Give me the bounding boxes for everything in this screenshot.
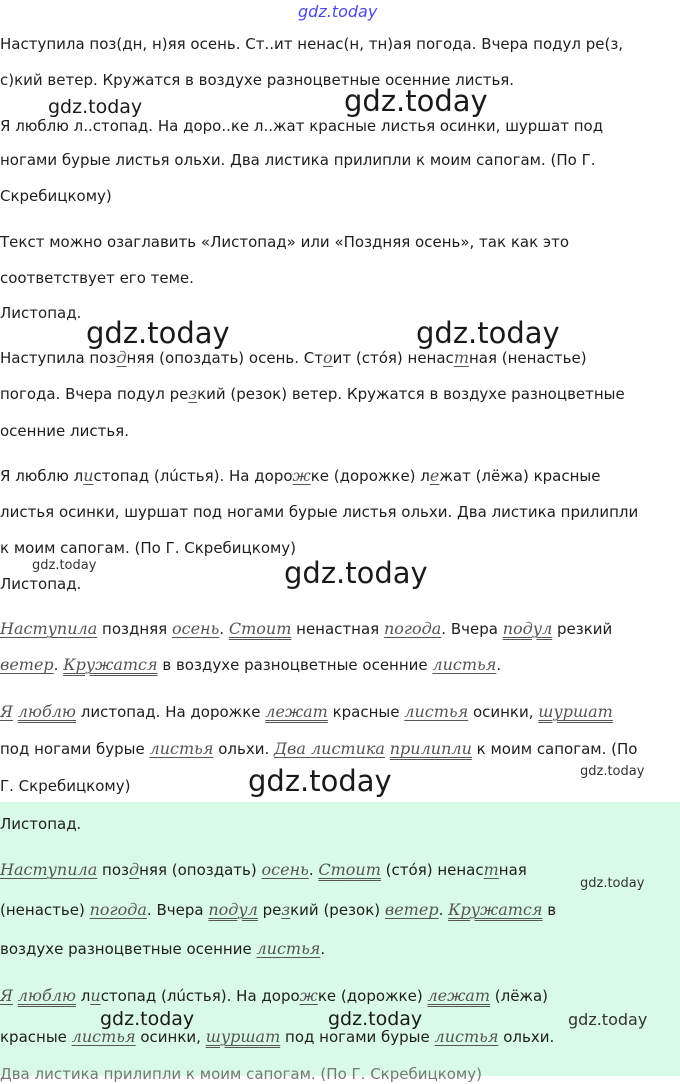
text-seg: ненастная	[291, 620, 384, 638]
top-watermark: gdz.today	[298, 2, 378, 21]
task-line-5: Скребицкому)	[0, 187, 112, 205]
text-seg: .	[438, 901, 449, 919]
text-seg: красные	[327, 703, 405, 721]
watermark: gdz.today	[580, 764, 645, 779]
text-seg: ная (ненастье)	[468, 349, 587, 367]
text-seg: .	[308, 861, 319, 879]
inserted-letter: ж	[292, 466, 311, 485]
text-seg: ная	[498, 861, 527, 879]
subject-word: осень	[261, 860, 309, 879]
combined-line-6-cut: Два листика прилипли к моим сапогам. (По Г. Скребицкому)	[0, 1065, 482, 1083]
predicate-word: о	[345, 860, 356, 879]
predicate-word: подул	[208, 900, 258, 919]
predicate-word: люблю	[17, 702, 77, 721]
watermark: gdz.today	[48, 96, 143, 118]
text-seg: резкий	[552, 620, 613, 638]
text-seg: няя (опоздать)	[139, 861, 262, 879]
text-seg: ке (дорожке)	[317, 987, 428, 1005]
predicate-word: Кружатся	[448, 900, 543, 919]
inserted-letter: и	[83, 466, 94, 485]
text-seg: (стóя) ненас	[380, 861, 484, 879]
watermark: gdz.today	[248, 764, 392, 798]
watermark: gdz.today	[580, 876, 645, 891]
title-1: Листопад.	[0, 304, 82, 322]
predicate-word: люблю	[17, 986, 77, 1005]
corrected-line-4	[0, 466, 680, 486]
inserted-letter: з	[281, 900, 291, 919]
subject-word: погода	[383, 619, 442, 638]
task-line-3: Я люблю л..стопад. На доро..ке л..жат красные листья осинки, шуршат под	[0, 117, 604, 135]
subject-word: Я	[0, 702, 13, 721]
predicate-word: шуршат	[205, 1027, 281, 1046]
text-seg: под ногами бурые	[280, 1028, 435, 1046]
corrected-line-5: листья осинки, шуршат под ногами бурые листья ольхи. Два листика прилипли	[0, 503, 639, 521]
subject-word: ветер	[0, 655, 54, 674]
text-seg: (ненастье)	[0, 901, 90, 919]
combined-line-1	[0, 860, 680, 880]
text-seg: стопад (лúстья). На доро	[93, 467, 293, 485]
watermark: gdz.today	[328, 1008, 423, 1030]
text-seg: . Вчера	[146, 901, 209, 919]
text-seg: .	[53, 656, 64, 674]
text-seg: Я люблю л	[0, 467, 84, 485]
subject-word: листья	[404, 702, 469, 721]
subject-word: погода	[89, 900, 147, 919]
subject-word: листья	[256, 939, 321, 958]
subject-word: Наступила	[0, 860, 98, 879]
corrected-line-2	[0, 384, 680, 404]
text-seg: в	[542, 901, 557, 919]
parsed-line-2	[0, 655, 680, 675]
text-seg: осинки,	[135, 1028, 206, 1046]
predicate-word: лежат	[265, 702, 328, 721]
inserted-letter: д	[128, 860, 140, 879]
text-seg: .	[320, 940, 326, 958]
title-2: Листопад.	[0, 575, 82, 593]
text-seg: воздухе разноцветные осенние	[0, 940, 257, 958]
inserted-letter: е	[429, 466, 440, 485]
text-seg: в воздухе разноцветные осенние	[157, 656, 433, 674]
subject-word: Я	[0, 986, 13, 1005]
watermark: gdz.today	[416, 316, 560, 350]
text-seg: поз	[97, 861, 129, 879]
inserted-letter: т	[453, 348, 469, 367]
text-seg: осинки,	[468, 703, 539, 721]
predicate-word: лежат	[427, 986, 490, 1005]
inserted-letter: з	[188, 384, 198, 403]
text-seg: ольхи.	[498, 1028, 555, 1046]
intro-line-2: соответствует его теме.	[0, 269, 194, 287]
subject-word: Наступила	[0, 619, 98, 638]
predicate-word: ит	[355, 860, 381, 879]
text-seg: жат (лёжа) красные	[439, 467, 601, 485]
corrected-line-3: осенние листья.	[0, 422, 129, 440]
text-seg: Наступила поз	[0, 349, 117, 367]
subject-word: листья	[71, 1027, 136, 1046]
text-seg: няя (опоздать) осень. Ст	[126, 349, 323, 367]
text-seg: кий (резок) ветер. Кружатся в воздухе разноцветные	[197, 385, 625, 403]
watermark: gdz.today	[32, 558, 97, 573]
task-line-2: с)кий ветер. Кружатся в воздухе разноцветные осенние листья.	[0, 71, 515, 89]
combined-line-5	[0, 1027, 680, 1047]
text-seg: ольхи.	[213, 740, 274, 758]
text-seg: . Вчера	[441, 620, 503, 638]
combined-line-4	[0, 986, 680, 1006]
corrected-line-1	[0, 348, 680, 368]
title-3: Листопад.	[0, 815, 82, 833]
subject-word: листья	[432, 655, 497, 674]
task-line-4: ногами бурые листья ольхи. Два листика прилипли к моим сапогам. (По Г.	[0, 151, 596, 169]
combined-line-2	[0, 900, 680, 920]
predicate-word: шуршат	[538, 702, 613, 721]
subject-word: Два листика	[274, 739, 385, 758]
text-seg: (лёжа)	[490, 987, 548, 1005]
text-seg: красные	[0, 1028, 72, 1046]
watermark: gdz.today	[86, 316, 230, 350]
text-seg: ре	[257, 901, 282, 919]
subject-word: листья	[434, 1027, 499, 1046]
inserted-letter: т	[483, 860, 499, 879]
inserted-letter: о	[322, 348, 333, 367]
predicate-word: прилипли	[389, 739, 472, 758]
watermark: gdz.today	[284, 556, 428, 590]
text-seg: к моим сапогам. (По	[471, 740, 638, 758]
text-seg: ке (дорожке) л	[310, 467, 430, 485]
text-seg: поздняя	[97, 620, 172, 638]
text-seg: кий (резок)	[290, 901, 385, 919]
corrected-line-6: к моим сапогам. (По Г. Скребицкому)	[0, 539, 297, 557]
watermark: gdz.today	[344, 84, 488, 118]
inserted-letter: ж	[299, 986, 318, 1005]
combined-line-3	[0, 939, 680, 959]
task-line-1: Наступила поз(дн, н)яя осень. Ст..ит ненас(н, тн)ая погода. Вчера подул ре(з,	[0, 35, 624, 53]
predicate-word: Ст	[318, 860, 346, 879]
text-seg: ит (стóя) ненас	[332, 349, 454, 367]
subject-word: осень	[171, 619, 220, 638]
text-seg: .	[219, 620, 229, 638]
text-seg: под ногами бурые	[0, 740, 150, 758]
parsed-line-3	[0, 702, 680, 722]
text-seg: л	[76, 987, 91, 1005]
inserted-letter: и	[90, 986, 101, 1005]
predicate-word: Стоит	[228, 619, 292, 638]
inserted-letter: д	[116, 348, 127, 367]
parsed-line-1	[0, 619, 680, 639]
predicate-word: Кружатся	[63, 655, 158, 674]
parsed-line-4	[0, 739, 680, 759]
text-seg: стопад (лúстья). На доро	[100, 987, 300, 1005]
subject-word: листья	[149, 739, 214, 758]
text-seg: .	[496, 656, 502, 674]
parsed-line-5: Г. Скребицкому)	[0, 777, 131, 795]
text-seg: погода. Вчера подул ре	[0, 385, 189, 403]
watermark: gdz.today	[100, 1008, 195, 1030]
intro-line-1: Текст можно озаглавить «Листопад» или «Поздняя осень», так как это	[0, 233, 570, 251]
watermark: gdz.today	[568, 1010, 648, 1029]
subject-word: ветер	[384, 900, 439, 919]
predicate-word: подул	[502, 619, 553, 638]
text-seg: листопад. На дорожке	[76, 703, 266, 721]
